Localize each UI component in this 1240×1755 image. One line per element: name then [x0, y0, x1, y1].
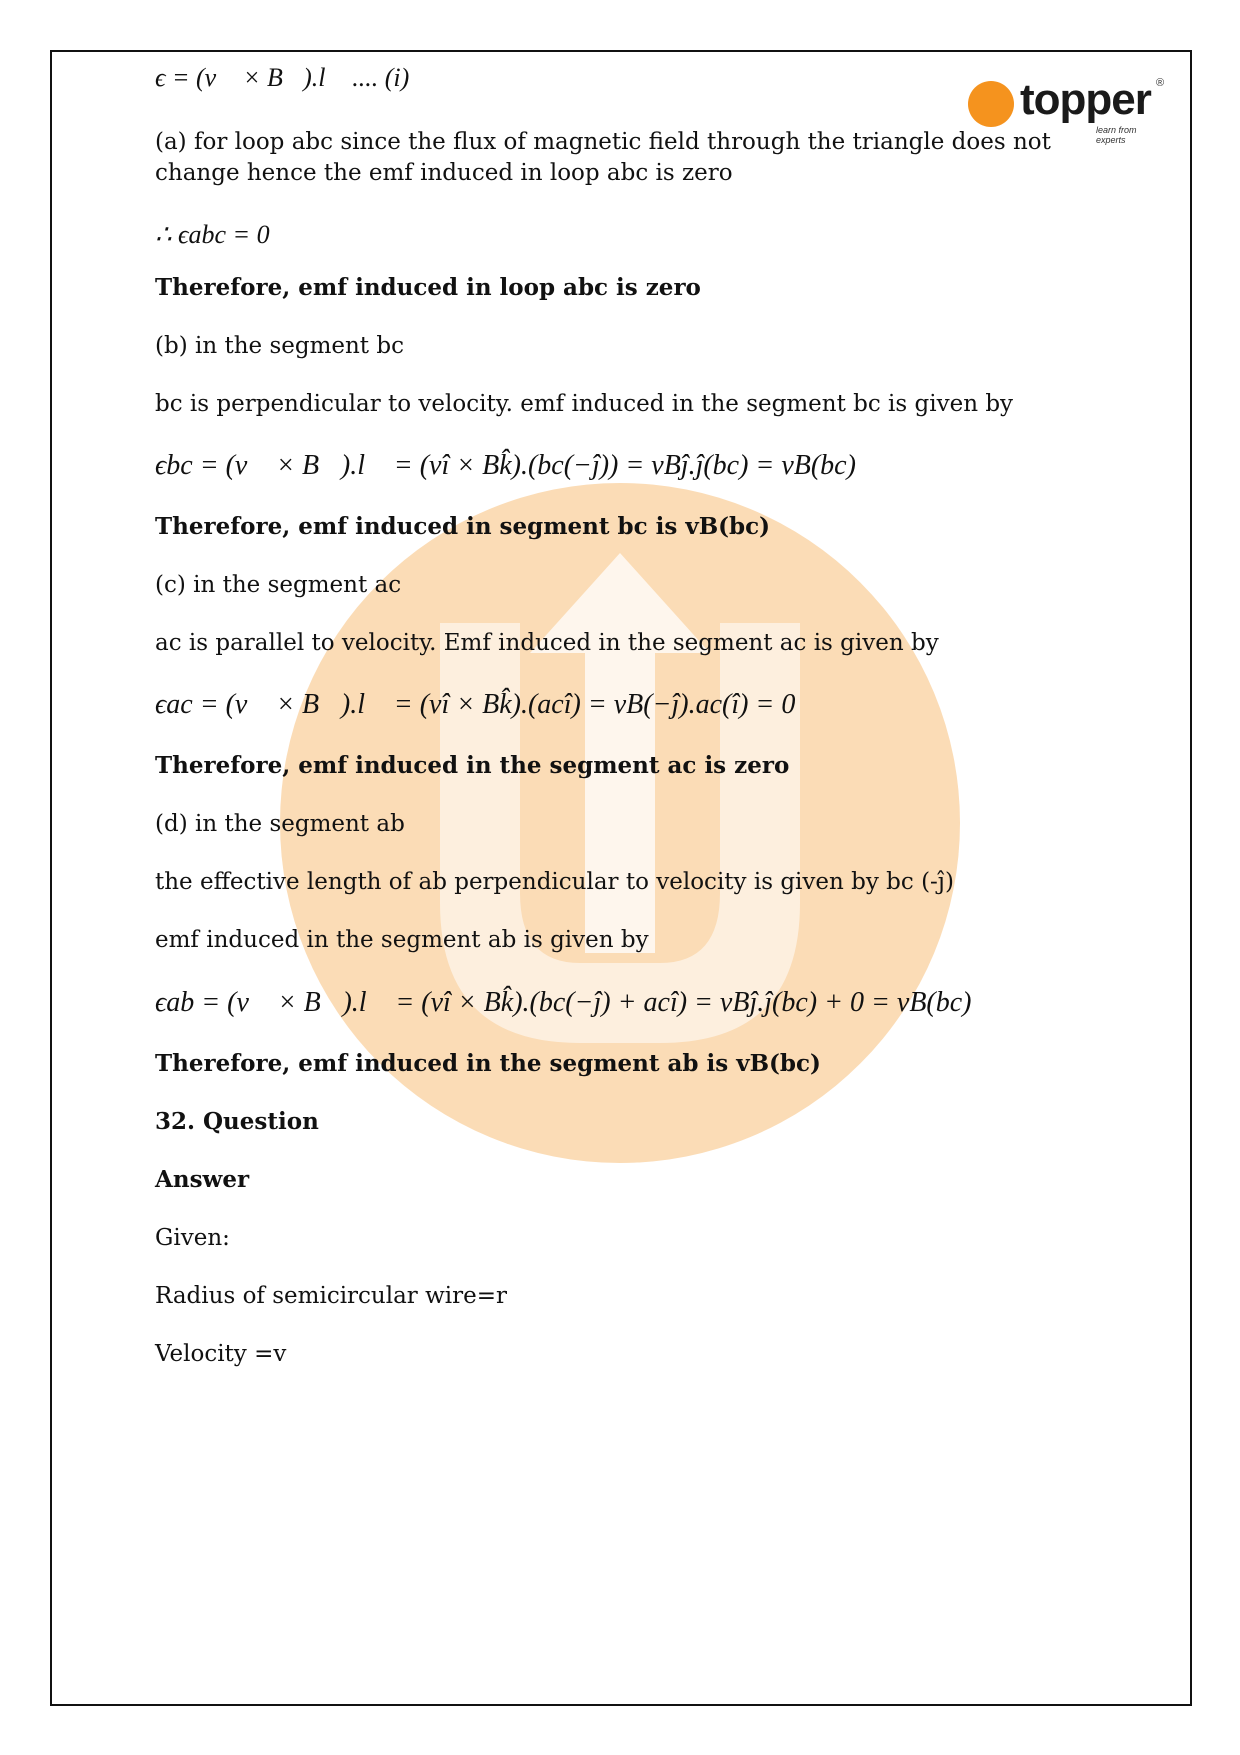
given-radius: Radius of semicircular wire=r [155, 1283, 508, 1309]
conclusion-ac: Therefore, emf induced in the segment ac is zero [155, 752, 790, 779]
heading-segment-ac: (c) in the segment ac [155, 572, 402, 598]
paragraph-bc: bc is perpendicular to velocity. emf induced in the segment bc is given by [155, 391, 1014, 417]
topper-logo [968, 75, 1168, 145]
heading-segment-bc: (b) in the segment bc [155, 333, 404, 359]
answer-heading: Answer [155, 1166, 250, 1193]
logo-badge-icon [968, 81, 1014, 127]
paragraph-ab-line1: the effective length of ab perpendicular to velocity is given by bc (-ĵ) [155, 869, 954, 895]
conclusion-ab: Therefore, emf induced in the segment ab is vB(bc) [155, 1050, 821, 1077]
paragraph-a-line1: (a) for loop abc since the flux of magnetic field through the triangle does not [155, 129, 1051, 155]
logo-registered-mark: ® [1156, 77, 1165, 89]
logo-brand: topper [1020, 75, 1151, 124]
question-heading: 32. Question [155, 1108, 319, 1135]
given-label: Given: [155, 1225, 230, 1251]
paragraph-ac: ac is parallel to velocity. Emf induced in the segment ac is given by [155, 630, 939, 656]
paragraph-a-line2: change hence the emf induced in loop abc is zero [155, 160, 733, 186]
logo-tagline: learn from experts [1096, 125, 1137, 145]
heading-segment-ab: (d) in the segment ab [155, 811, 405, 837]
equation-emf-ab: ϵab = (v⃗ × B⃗).l⃗ = (vî × Bk̂).(bc(−ĵ) + acî) = vBĵ.ĵ(bc) + 0 = vB(bc) [155, 987, 972, 1018]
given-velocity: Velocity =v [155, 1341, 287, 1367]
equation-emf-abc: ∴ ϵabc = 0 [155, 220, 270, 249]
equation-emf-general: ϵ = (v⃗ × B⃗).l⃗ .... (i) [155, 63, 410, 92]
conclusion-abc: Therefore, emf induced in loop abc is zero [155, 274, 701, 301]
equation-emf-bc: ϵbc = (v⃗ × B⃗).l⃗ = (vî × Bk̂).(bc(−ĵ)) = vBĵ.ĵ(bc) = vB(bc) [155, 450, 856, 481]
paragraph-ab-line2: emf induced in the segment ab is given by [155, 927, 649, 953]
equation-emf-ac: ϵac = (v⃗ × B⃗).l⃗ = (vî × Bk̂).(acî) = vB(−ĵ).ac(î) = 0 [155, 689, 796, 720]
conclusion-bc: Therefore, emf induced in segment bc is vB(bc) [155, 513, 770, 540]
